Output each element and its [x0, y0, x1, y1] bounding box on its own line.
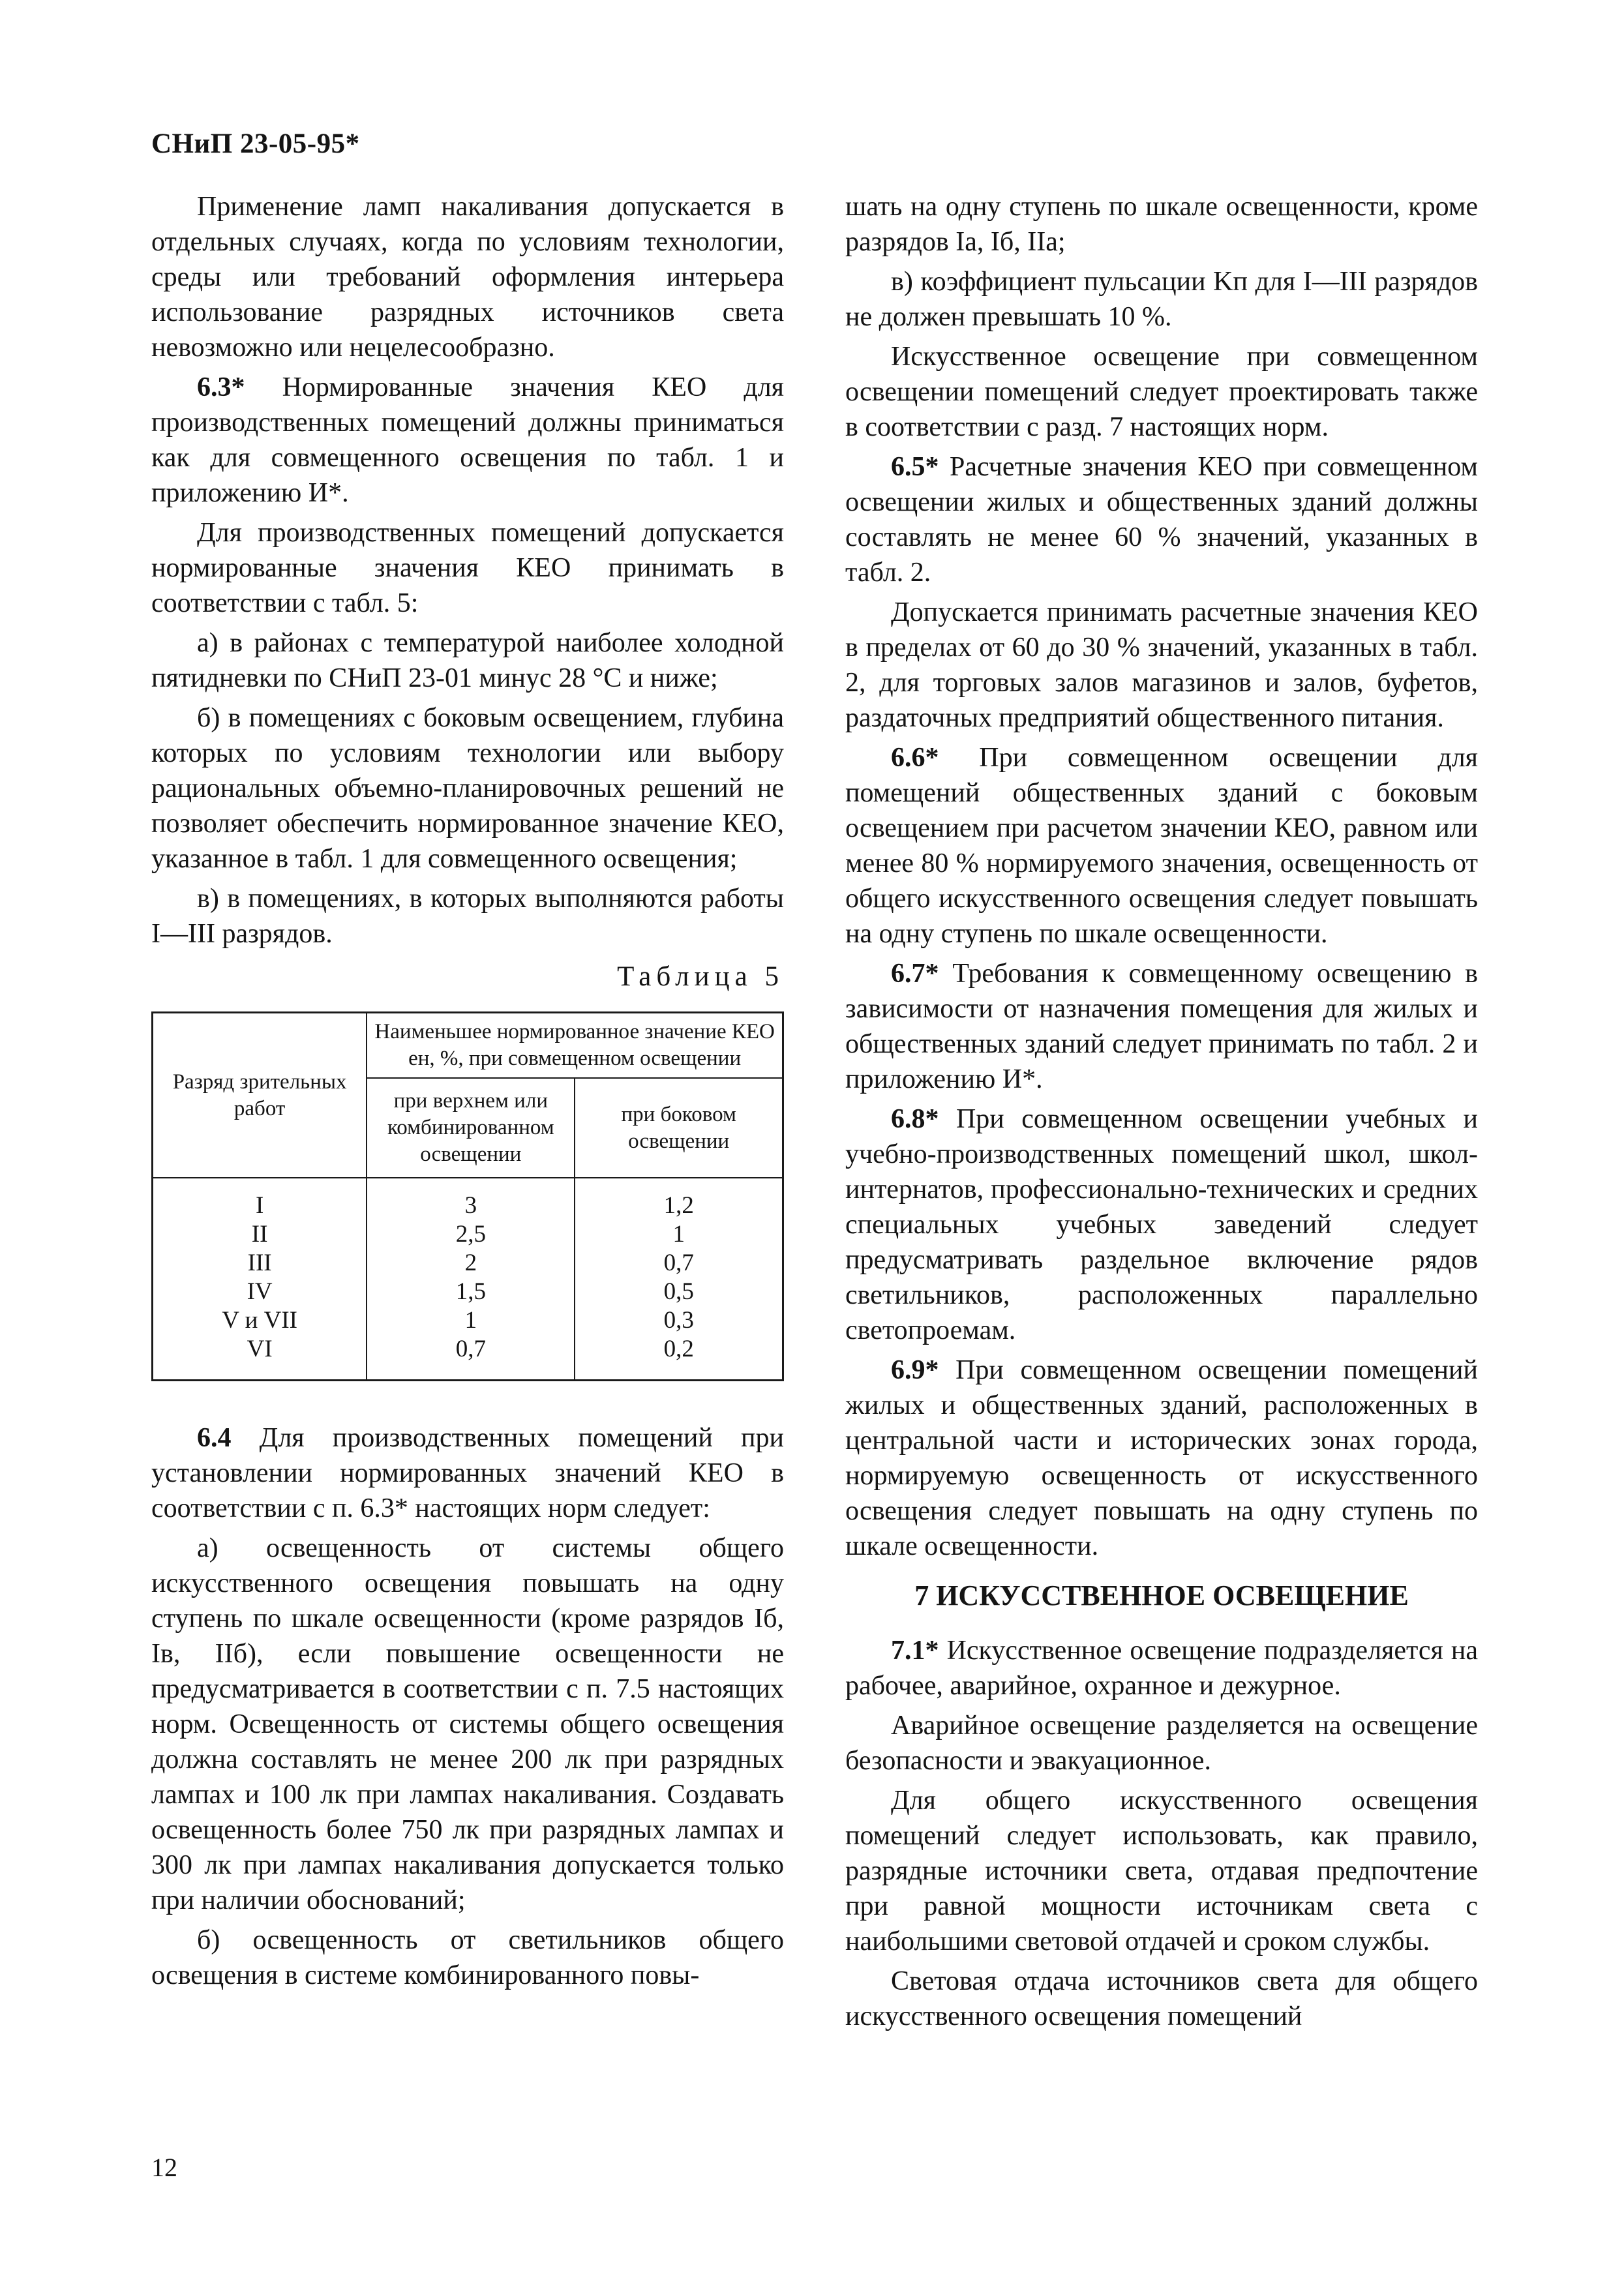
clause-number: 6.5* [891, 452, 939, 482]
clause-number: 6.9* [891, 1355, 939, 1385]
clause-number: 7.1* [891, 1636, 939, 1666]
table-cell: 0,7 [455, 1336, 486, 1362]
paragraph: Для производственных помещений допускается нормированные значения КЕО принимать в соответствии с табл. 5: [151, 518, 784, 618]
table-cell: I [255, 1192, 264, 1219]
clause-number: 6.8* [891, 1104, 939, 1134]
col-header-group: Наименьшее нормированное значение КЕО eн, %, при совмещенном освещении [367, 1013, 783, 1079]
paragraph: б) в помещениях с боковым освещением, глубина которых по условиям технологии или выбору рациональных объемно-планировочных решений не позволяет обеспечить нормированное значение КЕО, указанное в табл. 1 для совмещенного освещения; [151, 703, 784, 874]
section-title: 7 ИСКУССТВЕННОЕ ОСВЕЩЕНИЕ [914, 1580, 1409, 1611]
table-cell: VI [247, 1336, 273, 1362]
paragraph: Допускается принимать расчетные значения КЕО в пределах от 60 до 30 % значений, указанных в табл. 2, для торговых залов магазинов и залов, буфетов, раздаточных предприятий общественного питания. [845, 597, 1478, 733]
left-column [151, 189, 784, 1998]
table-cell: III [247, 1250, 272, 1276]
paragraph: 6.4 Для производственных помещений при установлении нормированных значений КЕО в соответствии с п. 6.3* настоящих норм следует: [151, 1423, 784, 1523]
paragraph: в) коэффициент пульсации Kп для I—III разрядов не должен превышать 10 %. [845, 267, 1478, 332]
top-cells [367, 1178, 575, 1381]
paragraph: 7.1* Искусственное освещение подразделяется на рабочее, аварийное, охранное и дежурное. [845, 1636, 1478, 1701]
paragraph: Применение ламп накаливания допускается в отдельных случаях, когда по условиям технологии, среды или требований оформления интерьера использование разрядных источников света невозможно или нецелесообразно. [151, 192, 784, 363]
right-column [845, 189, 1478, 2039]
table-cell: 0,3 [663, 1307, 694, 1334]
page-number: 12 [151, 2153, 177, 2182]
side-cells [575, 1178, 783, 1381]
table-cell: 3 [464, 1192, 477, 1219]
paragraph: 6.3* Нормированные значения КЕО для производственных помещений должны приниматься как для совмещенного освещения по табл. 1 и приложению И*. [151, 372, 784, 508]
table-cell: IV [247, 1278, 273, 1305]
table-cell: II [251, 1221, 268, 1248]
paragraph: а) освещенность от системы общего искусственного освещения повышать на одну ступень по шкале освещенности (кроме разрядов Iб, Iв, IIб), если повышение освещенности не предусматривается в соответствии с п. 7.5 настоящих норм. Освещенность от системы общего освещения должна составлять не менее 200 лк при разрядных лампах и 100 лк при лампах накаливания. Создавать освещенность более 750 лк при разрядных лампах и 300 лк при лампах накаливания допускается только при наличии обоснований; [151, 1533, 784, 1915]
document-header: СНиП 23-05-95* [151, 128, 360, 159]
table-cell: 1,5 [455, 1278, 486, 1305]
clause-number: 6.4 [197, 1423, 232, 1453]
table-caption: Таблица 5 [617, 961, 784, 992]
paragraph: 6.7* Требования к совмещенному освещению в зависимости от назначения помещения для жилых и общественных зданий следует принимать по табл. 2 и приложению И*. [845, 959, 1478, 1094]
table-5 [151, 1011, 784, 1381]
paragraph: в) в помещениях, в которых выполняются работы I—III разрядов. [151, 884, 784, 949]
col-header-side: при боковом освещении [575, 1078, 783, 1178]
paragraph: Аварийное освещение разделяется на освещение безопасности и эвакуационное. [845, 1711, 1478, 1776]
paragraph: 6.6* При совмещенном освещении для помещений общественных зданий с боковым освещением при расчетом значении КЕО, равном или менее 80 % нормируемого значения, освещенность от общего искусственного освещения следует повышать на одну ступень по шкале освещенности. [845, 743, 1478, 949]
paragraph: Световая отдача источников света для общего искусственного освещения помещений [845, 1966, 1478, 2031]
table-cell: 0,2 [663, 1336, 694, 1362]
paragraph: шать на одну ступень по шкале освещенности, кроме разрядов Iа, Iб, IIа; [845, 192, 1478, 257]
paragraph: б) освещенность от светильников общего освещения в системе комбинированного повы- [151, 1925, 784, 1990]
table-cell: V и VII [222, 1307, 297, 1334]
table-cell: 1 [672, 1221, 685, 1248]
paragraph: Для общего искусственного освещения помещений следует использовать, как правило, разрядные источники света, отдавая предпочтение при равной мощности источникам света с наибольшими световой отдачей и сроком службы. [845, 1786, 1478, 1956]
paragraph: а) в районах с температурой наиболее холодной пятидневки по СНиП 23-01 минус 28 °С и ниже; [151, 628, 784, 693]
table-cell: 0,5 [663, 1278, 694, 1305]
paragraph: 6.8* При совмещенном освещении учебных и учебно-производственных помещений школ, школ-интернатов, профессионально-технических и средних специальных учебных заведений следует предусматривать раздельное включение рядов светильников, расположенных параллельно светопроемам. [845, 1104, 1478, 1345]
clause-number: 6.6* [891, 743, 939, 773]
table-cell: 1 [464, 1307, 477, 1334]
paragraph: Искусственное освещение при совмещенном освещении помещений следует проектировать также в соответствии с разд. 7 настоящих норм. [845, 342, 1478, 442]
col-header-category: Разряд зрительных работ [153, 1013, 367, 1178]
paragraph: 6.9* При совмещенном освещении помещений жилых и общественных зданий, расположенных в центральной части и исторических зонах города, нормируемую освещенность от искусственного освещения следует повышать на одну ступень по шкале освещенности. [845, 1355, 1478, 1561]
table-cell: 2 [464, 1250, 477, 1276]
table-cell: 2,5 [455, 1221, 486, 1248]
col-header-top: при верхнем или комбинированном освещении [367, 1078, 575, 1178]
table-cell: 1,2 [663, 1192, 694, 1219]
clause-number: 6.3* [197, 372, 245, 402]
category-cells [153, 1178, 367, 1381]
table-body [153, 1178, 783, 1381]
paragraph: 6.5* Расчетные значения КЕО при совмещенном освещении жилых и общественных зданий должны составлять не менее 60 % значений, указанных в табл. 2. [845, 452, 1478, 588]
spacer [151, 1381, 784, 1420]
table-cell: 0,7 [663, 1250, 694, 1276]
clause-number: 6.7* [891, 959, 939, 989]
